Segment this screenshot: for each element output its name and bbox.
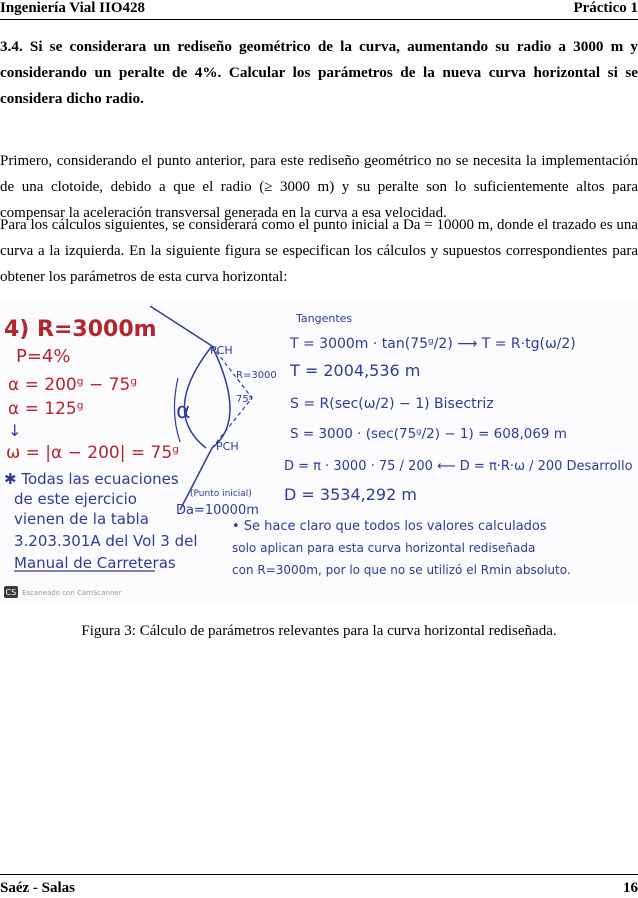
fig-tangent-result: T = 2004,536 m <box>290 361 421 380</box>
camscanner-logo-text: CS <box>5 588 17 597</box>
footer-rule <box>0 874 638 875</box>
fig-alpha-label: ⍺ <box>176 399 191 424</box>
question-heading: 3.4. Si se considerara un rediseño geométrico de la curva, aumentando su radio a 3000 m y considerando un peralte de 4%. Calcular los parámetros de la nueva curva horizontal si se considera dicho radio. <box>0 38 638 107</box>
fig-left-peralte: P=4% <box>16 346 71 367</box>
fig-left-alpha1: ⍺ = 200ᵍ − 75ᵍ <box>8 375 138 395</box>
fig-radius-label: R=3000 <box>236 370 277 381</box>
fig-left-note4: 3.203.301A del Vol 3 del <box>14 532 198 550</box>
fig-tangent-top <box>150 306 212 346</box>
header-rule <box>0 19 638 20</box>
fig-tangent-bottom <box>180 448 212 510</box>
fig-tangentes-title: Tangentes <box>296 312 353 325</box>
handwritten-sketch <box>0 302 638 602</box>
figure-caption: Figura 3: Cálculo de parámetros relevantes para la curva horizontal rediseñada. <box>81 623 557 639</box>
header-course: Ingeniería Vial IIO428 <box>0 0 146 16</box>
fig-note-line2: solo aplican para esta curva horizontal rediseñada <box>232 541 536 555</box>
fig-desarrollo-formula: D = π · 3000 · 75 / 200 ⟵ D = π·R·ω / 200 Desarrollo <box>284 459 633 474</box>
camscanner-watermark: Escaneado con CamScanner <box>22 589 122 597</box>
fig-left-arrow: ↓ <box>8 421 22 440</box>
fig-curve-right <box>212 346 230 448</box>
page-header <box>0 0 638 18</box>
fig-note-line3: con R=3000m, por lo que no se utilizó el Rmin absoluto. <box>232 563 571 577</box>
footer-authors: Saéz - Salas <box>0 880 75 896</box>
fig-left-note5: Manual de Carreteras <box>14 554 176 572</box>
header-practice: Práctico 1 <box>573 0 638 16</box>
fig-bisectriz-result: S = 3000 · (sec(75ᵍ/2) − 1) = 608,069 m <box>290 426 567 442</box>
page-footer <box>0 880 638 896</box>
fig-left-omega: ω = |⍺ − 200| = 75ᵍ <box>6 443 180 463</box>
fig-bisectriz-formula: S = R(sec(ω/2) − 1) Bisectriz <box>290 396 494 412</box>
page-number: 16 <box>623 880 638 896</box>
paragraph-initial-point: Para los cálculos siguientes, se considerará como el punto inicial a Da = 10000 m, donde el trazado es una curva a la izquierda. En la siguiente figura se especifican los cálculos y supuestos correspondientes para obtener los parámetros de esta curva horizontal: <box>0 217 638 285</box>
fig-left-title: 4) R=3000m <box>4 317 157 342</box>
fig-angle-label: 75ᵍ <box>236 394 253 405</box>
handwritten-figure <box>0 302 638 602</box>
fig-da-label: Da=10000m <box>176 503 259 518</box>
fig-left-note1: ✱ Todas las ecuaciones <box>4 470 179 488</box>
fig-curve-left <box>184 346 212 448</box>
fig-pch-top: PCH <box>210 344 233 357</box>
fig-desarrollo-result: D = 3534,292 m <box>284 485 417 504</box>
fig-note-line1: • Se hace claro que todos los valores calculados <box>232 519 547 534</box>
fig-left-note2: de este ejercicio <box>14 490 137 508</box>
fig-tangent-formula: T = 3000m · tan(75ᵍ/2) ⟶ T = R·tg(ω/2) <box>290 336 576 352</box>
fig-start-label: (Punto inicial) <box>190 489 252 499</box>
paragraph-clotoide: Primero, considerando el punto anterior, para este rediseño geométrico no se necesita la implementación de una clotoide, debido a que el radio (≥ 3000 m) y su peralte son lo suficientemente altos para compensar la aceleración transversal generada en la curva a esa velocidad. <box>0 153 638 221</box>
fig-left-alpha2: ⍺ = 125ᵍ <box>8 399 84 419</box>
fig-pch-bottom: PCH <box>216 440 239 453</box>
fig-left-note3: vienen de la tabla <box>14 510 149 528</box>
